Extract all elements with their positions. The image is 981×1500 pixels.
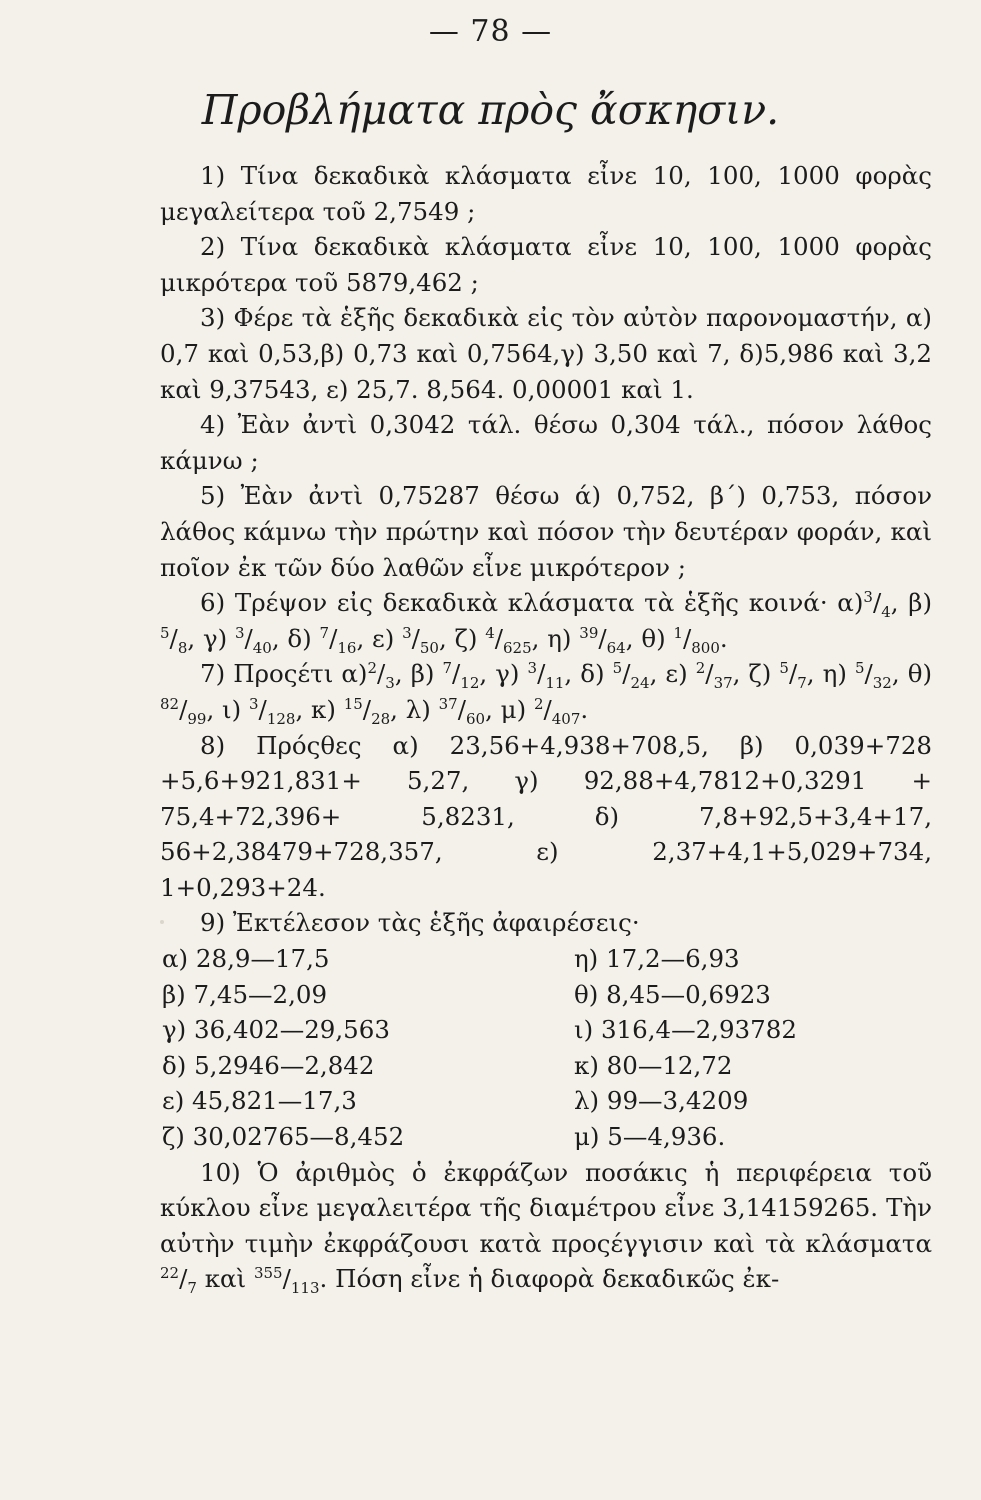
exercise-5: 5) Ἐὰν ἀντὶ 0,75287 θέσω ά) 0,752, β΄) 0,753, πόσον λάθος κάμνω τὴν πρώτην καὶ πόσον τὴν δευτέραν φοράν, καὶ ποῖον ἐκ τῶν δύο λαθῶν εἶνε μικρότερον ; <box>160 481 932 582</box>
fraction-item: , η) $^{39}/_{64}$ <box>531 623 626 657</box>
fraction-numerator: 2 <box>695 659 706 678</box>
exercise-2: 2) Τίνα δεκαδικὰ κλάσματα εἶνε 10, 100, 1000 φορὰς μικρότερα τοῦ 5879,462 ; <box>160 232 932 297</box>
fraction-label: δ) <box>580 659 605 689</box>
subtraction-left: α) 28,9—17,5 <box>162 944 330 974</box>
fraction-item: , η) $^5/_{32}$ <box>806 659 892 693</box>
subtraction-right: η) 17,2—6,93 <box>574 944 740 974</box>
subtraction-right: θ) 8,45—0,6923 <box>574 979 771 1009</box>
subtraction-right: ι) 316,4—2,93782 <box>574 1015 797 1045</box>
fraction-numerator: 82 <box>160 694 180 713</box>
fraction-label: ι) <box>222 694 242 724</box>
fraction-label: β) <box>908 588 933 618</box>
fraction-numerator: 7 <box>319 623 330 642</box>
fraction-label: ε) <box>665 659 688 689</box>
fraction-numerator: 5 <box>612 659 623 678</box>
fraction-item: , θ) $^{82}/_{99}$ <box>160 659 933 728</box>
fraction-item: , β) $^5/_8$ <box>160 588 933 657</box>
fraction-denominator: 625 <box>503 638 532 657</box>
fraction-denominator: 8 <box>177 638 188 657</box>
fraction-denominator: 7 <box>797 674 807 693</box>
exercise-10: 10) Ὁ ἀριθμὸς ὁ ἐκφράζων ποσάκις ἡ περιφέρεια τοῦ κύκλου εἶνε μεγαλειτέρα τῆς διαμέτρου εἶνε 3,14159265. Τὴν αὐτὴν τιμὴν ἐκφράζουσι κατὰ προςέγγισιν καὶ τὰ κλάσματα $^{22}/_7$ καὶ $^{355}/_{113}$. Πόση εἶνε ἡ διαφορὰ δεκαδικῶς ἐκ- <box>160 1157 932 1298</box>
fraction-denominator: 32 <box>872 674 892 693</box>
exercise-4: 4) Ἐὰν ἀντὶ 0,3042 τάλ. θέσω 0,304 τάλ., πόσον λάθος κάμνω ; <box>160 410 932 475</box>
exercise-6-intro: 6) Τρέψον εἰς δεκαδικὰ κλάσματα τὰ ἑξῆς κοινά· α) <box>200 588 864 618</box>
subtraction-table <box>160 941 932 1155</box>
fraction-numerator: 3 <box>527 659 538 678</box>
subtraction-right: λ) 99—3,4209 <box>574 1086 749 1116</box>
fraction-denominator: 3 <box>385 674 395 693</box>
fraction-denominator: 24 <box>630 674 650 693</box>
fraction-item: , ε) $^3/_{50}$ <box>356 623 439 657</box>
fraction-item: , γ) $^3/_{40}$ <box>187 623 272 657</box>
fraction-numerator: 2 <box>367 659 378 678</box>
fraction-numerator: 4 <box>485 623 495 642</box>
fraction-item: , δ) $^7/_{16}$ <box>271 623 357 657</box>
page-title: Προβλήματα πρὸς ἄσκησιν. <box>201 86 780 134</box>
fraction-denominator: 40 <box>252 638 272 657</box>
fraction-2-numerator: 355 <box>253 1264 283 1283</box>
exercise-8: 8) Πρόςθες α) 23,56+4,938+708,5, β) 0,039+728 +5,6+921,831+ 5,27, γ) 92,88+4,7812+0,3291 + 75,4+72,396+ 5,8231, δ) 7,8+92,5+3,4+17, 56+2,38479+728,357, ε) 2,37+4,1+5,029+734, 1+0,293+24. <box>160 730 932 902</box>
fraction-denominator: 11 <box>545 674 565 693</box>
fraction-numerator: 3 <box>249 694 259 713</box>
fraction-item: , ζ) $^4/_{625}$ <box>438 623 532 657</box>
fraction-label: ε) <box>372 623 395 653</box>
fraction-denominator: 800 <box>691 638 720 657</box>
fraction-denominator: 128 <box>266 709 296 728</box>
fraction-label: γ) <box>495 659 520 689</box>
exercise-7: 7) Προςέτι $\alpha)^2/_3$, β) $^7/_{12}$, γ) $^3/_{11}$, δ) $^5/_{24}$, ε) $^2/_{37}$, ζ) $^5/_7$, η) $^5/_{32}$, θ) $^{82}/_{99}$, ι) $^3/_{128}$, κ) $^{15}/_{28}$, λ) $^{37}/_{60}$, μ) $^2/_{407}$. <box>160 659 933 728</box>
fraction-label: μ) <box>500 694 527 724</box>
fraction-numerator: 2 <box>533 694 544 713</box>
fraction-numerator: 1 <box>673 623 683 642</box>
fraction-numerator: 3 <box>863 587 873 606</box>
fraction-item: , γ) $^3/_{11}$ <box>479 659 565 693</box>
fraction-label: λ) <box>405 694 431 724</box>
fraction-denominator: 407 <box>551 709 581 728</box>
fraction-item: , μ) $^2/_{407}$ <box>485 694 581 728</box>
subtraction-left: β) 7,45—2,09 <box>162 979 328 1009</box>
subtraction-left: ζ) 30,02765—8,452 <box>162 1122 405 1152</box>
subtraction-left: γ) 36,402—29,563 <box>162 1015 390 1045</box>
fraction-numerator: 5 <box>854 659 865 678</box>
exercise-3: 3) Φέρε τὰ ἑξῆς δεκαδικὰ εἰς τὸν αὐτὸν παρονομαστήν, α) 0,7 καὶ 0,53,β) 0,73 καὶ 0,7564,γ) 3,50 καὶ 7, δ)5,986 καὶ 3,2 καὶ 9,37543, ε) 25,7. 8,564. 0,00001 καὶ 1. <box>160 303 932 404</box>
fraction-1-denominator: 7 <box>187 1279 197 1298</box>
fraction-2-denominator: 113 <box>290 1279 320 1298</box>
fraction-label: ζ) <box>748 659 772 689</box>
fraction-label: θ) <box>907 659 933 689</box>
fraction-denominator: 4 <box>881 603 891 622</box>
fraction-numerator: 39 <box>579 623 599 642</box>
fraction-denominator: 64 <box>606 638 626 657</box>
subtraction-right: κ) 80—12,72 <box>574 1050 733 1080</box>
fraction-numerator: 5 <box>779 659 789 678</box>
fraction-denominator: 12 <box>460 674 480 693</box>
fraction-label: η) <box>547 623 572 653</box>
fraction-denominator: 99 <box>187 709 207 728</box>
fraction-label: β) <box>410 659 435 689</box>
exercise-9-title: 9) Ἐκτέλεσον τὰς ἑξῆς ἀφαιρέσεις· <box>200 908 640 938</box>
fraction-numerator: 7 <box>442 659 453 678</box>
fraction-1-numerator: 22 <box>160 1264 180 1283</box>
fraction-numerator: 37 <box>438 694 458 713</box>
fraction-item: , θ) $^1/_{800}$ <box>625 623 720 657</box>
subtraction-right: μ) 5—4,936. <box>574 1122 726 1152</box>
fraction-item: , λ) $^{37}/_{60}$ <box>390 694 486 728</box>
fraction-denominator: 16 <box>337 638 357 657</box>
subtraction-left: ε) 45,821—17,3 <box>162 1086 357 1116</box>
exercise-10-text: 10) Ὁ ἀριθμὸς ὁ ἐκφράζων ποσάκις ἡ περιφέρεια τοῦ κύκλου εἶνε μεγαλειτέρα τῆς διαμέτρου εἶνε 3,14159265. Τὴν αὐτὴν τιμὴν ἐκφράζουσι κατὰ προςέγγισιν καὶ τὰ κλάσματα <box>160 1157 932 1258</box>
fraction-label: γ) <box>202 623 228 653</box>
fraction-item: $^2/_3$ <box>367 659 395 693</box>
fraction-label: ζ) <box>454 623 478 653</box>
fraction-denominator: 60 <box>465 709 486 728</box>
fraction-item: , ε) $^2/_{37}$ <box>649 659 733 693</box>
fraction-label: δ) <box>287 623 312 653</box>
fraction-numerator: 3 <box>234 623 245 642</box>
fraction-item: , ζ) $^5/_7$ <box>732 659 807 693</box>
fraction-item: , β) $^7/_{12}$ <box>394 659 480 693</box>
exercise-10-end: . Πόση εἶνε ἡ διαφορὰ δεκαδικῶς ἐκ- <box>319 1264 780 1294</box>
subtraction-left: δ) 5,2946—2,842 <box>162 1050 375 1080</box>
fraction-item: , ι) $^3/_{128}$ <box>206 694 296 728</box>
fraction-label: η) <box>822 659 847 689</box>
fraction-denominator: 28 <box>371 709 391 728</box>
exercise-text <box>160 158 932 1297</box>
page-number: — 78 — <box>428 14 553 49</box>
fraction-label: θ) <box>641 623 666 653</box>
exercise-1: 1) Τίνα δεκαδικὰ κλάσματα εἶνε 10, 100, 1000 φορὰς μεγαλείτερα τοῦ 2,7549 ; <box>160 161 932 226</box>
fraction-item: $^3/_4$ <box>863 587 891 622</box>
fraction-denominator: 37 <box>713 674 733 693</box>
fraction-numerator: 5 <box>160 623 170 642</box>
exercise-7-intro: 7) Προςέτι α) <box>200 659 368 689</box>
fraction-item: , δ) $^5/_{24}$ <box>564 659 650 693</box>
fraction-denominator: 50 <box>419 638 439 657</box>
fraction-item: , κ) $^{15}/_{28}$ <box>295 694 391 728</box>
fraction-numerator: 15 <box>343 694 363 713</box>
fraction-label: κ) <box>311 694 336 724</box>
exercise-6: 6) Τρέψον εἰς δεκαδικὰ κλάσματα τὰ ἑξῆς $\kappa o\iota\nu ά\cdot \alpha)^3/_4$, β) $^5/_8$, γ) $^3/_{40}$, δ) $^7/_{16}$, ε) $^3/_{50}$, ζ) $^4/_{625}$, η) $^{39}/_{64}$, θ) $^1/_{800}$. <box>160 587 933 657</box>
exercise-10-and: καὶ <box>204 1264 247 1294</box>
fraction-numerator: 3 <box>402 623 412 642</box>
